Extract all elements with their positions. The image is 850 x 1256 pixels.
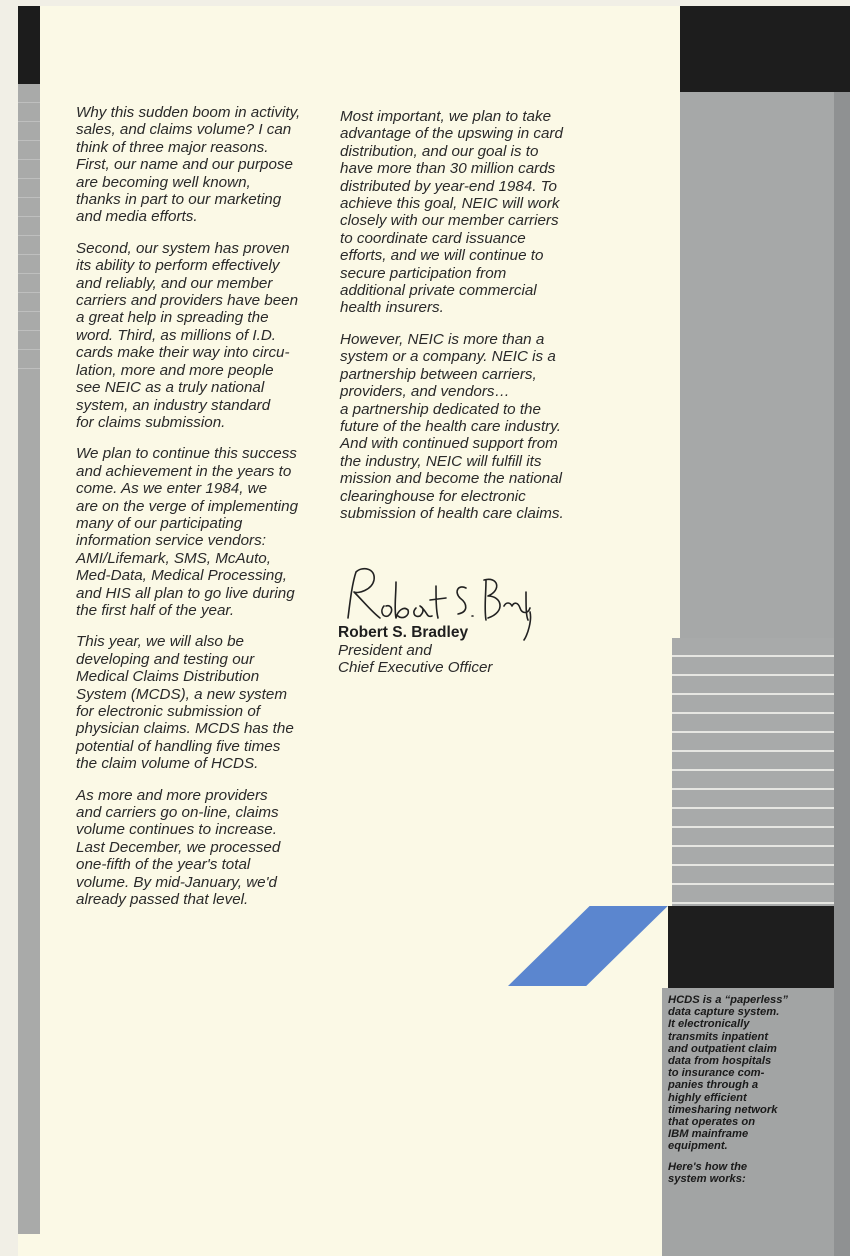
- paragraph: As more and more providers and carriers go on-line, claims volume continues to increase. Last December, we processed one-fifth of the year's total volume. By mid-January, we'd already passed that level.: [76, 786, 281, 909]
- signatory-title: President and Chief Executive Officer: [338, 642, 493, 677]
- right-edge-strip: [834, 92, 850, 1256]
- paragraph: However, NEIC is more than a system or a company. NEIC is a partnership between carriers, providers, and vendors… a partnership dedicated to the future of the health care industry. And with continued support from the industry, NEIC will fulfill its mission and become the national clearinghouse for electronic submission of health care claims.: [340, 330, 564, 522]
- sidebar-paragraph: HCDS is a “paperless” data capture system. It electronically transmits inpatient and outpatient claim data from hospitals to insurance com- panies through a highly efficient timesharing network that operates on IBM mainframe equipment.: [668, 994, 789, 1153]
- spine-black-block: [18, 6, 40, 84]
- paragraph: Why this sudden boom in activity, sales, and claims volume? I can think of three major reasons. First, our name and our purpose are becoming well known, thanks in part to our marketing and media efforts.: [76, 104, 301, 226]
- sidebar-caption: [668, 994, 818, 1193]
- paragraph: This year, we will also be developing and testing our Medical Claims Distribution System (MCDS), a new system for electronic submission of physician claims. MCDS has the potential of handling five times the claim volume of HCDS.: [76, 633, 294, 773]
- paragraph: Second, our system has proven its ability to perform effectively and reliably, and our member carriers and providers have been a great help in spreading the word. Third, as millions of I.D. cards make their way into circu- lation, more and more people see NEIC as a truly national system, an industry standard for claims submission.: [76, 239, 299, 431]
- right-gray-panel: [680, 92, 850, 638]
- paragraph: Most important, we plan to take advantage of the upswing in card distribution, and our goal is to have more than 30 million cards distributed by year-end 1984. To achieve this goal, NEIC will work closely with our member carriers to coordinate card issuance efforts, and we will continue to secure participation from additional private commercial health insurers.: [340, 108, 563, 317]
- right-striped-panel: [672, 638, 850, 908]
- right-black-block-middle: [668, 906, 850, 988]
- spine-gray-strip: [18, 84, 40, 1234]
- right-black-block-top: [680, 6, 850, 92]
- left-text-column: [76, 104, 326, 922]
- paragraph: We plan to continue this success and achievement in the years to come. As we enter 1984, we are on the verge of implementing many of our participating information service vendors: AMI/Lifemark, SMS, McAuto, Med-Data, Medical Processing, and HIS all plan to go live during the first half of the year.: [76, 445, 299, 619]
- sidebar-paragraph: Here's how the system works:: [668, 1160, 748, 1185]
- right-text-column: [340, 108, 596, 536]
- signatory-name: Robert S. Bradley: [338, 624, 469, 641]
